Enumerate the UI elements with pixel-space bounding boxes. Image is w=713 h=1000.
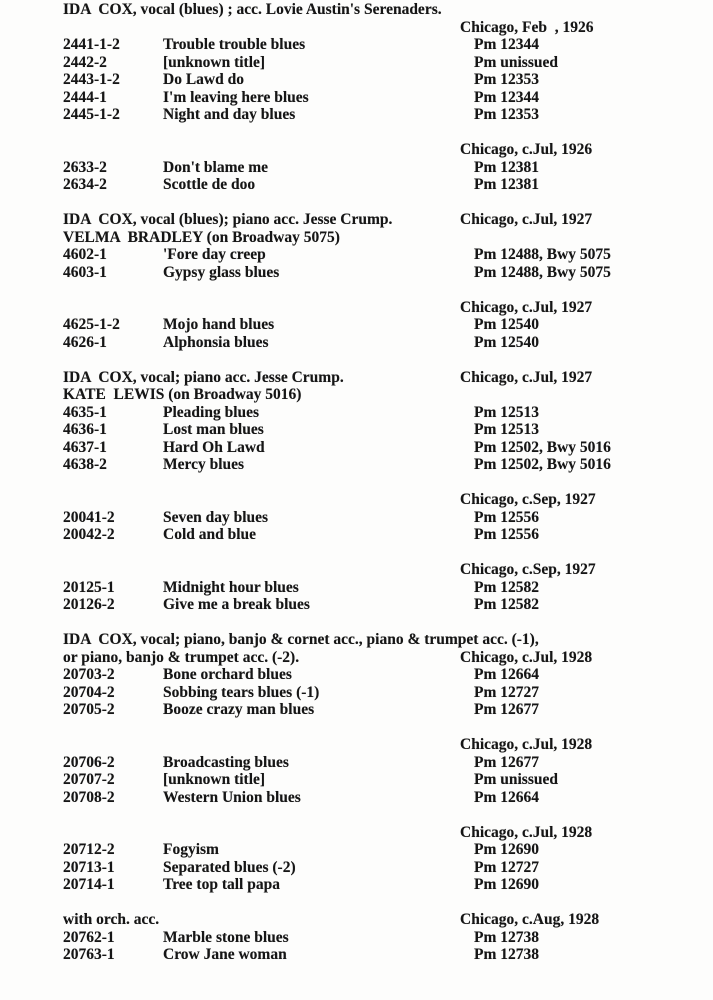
issue-number: Pm 12344 — [474, 36, 540, 53]
session-block — [63, 299, 713, 352]
table-row — [63, 71, 713, 89]
song-title: Fogyism — [163, 841, 219, 858]
session-header-line — [63, 369, 713, 387]
table-row — [63, 54, 713, 72]
issue-number: Pm 12381 — [474, 176, 540, 193]
issue-number: Pm 12664 — [474, 788, 540, 806]
table-row — [63, 264, 713, 282]
issue-number: Pm 12664 — [474, 666, 540, 683]
song-title: Mercy blues — [163, 456, 245, 473]
song-title: Alphonsia blues — [163, 333, 269, 351]
artist-credit: IDA COX, vocal (blues); piano acc. Jesse Crump. — [63, 211, 393, 228]
matrix-number: 20042-2 — [63, 526, 115, 543]
issue-number: Pm 12540 — [474, 316, 540, 333]
table-row — [63, 684, 713, 702]
song-title: 'Fore day creep — [163, 246, 266, 263]
table-row — [63, 404, 713, 422]
issue-number: Pm 12381 — [474, 158, 540, 176]
artist-credit: IDA COX, vocal (blues) ; acc. Lovie Austin's Serenaders. — [63, 1, 442, 18]
session-location-date: Chicago, c.Aug, 1928 — [460, 911, 600, 928]
matrix-number: 20714-1 — [63, 876, 115, 893]
spacer — [63, 561, 460, 579]
song-title: Gypsy glass blues — [163, 263, 280, 281]
matrix-number: 20706-2 — [63, 753, 115, 771]
matrix-number: 20763-1 — [63, 946, 115, 963]
table-row — [63, 859, 713, 877]
issue-number: Pm 12582 — [474, 578, 540, 596]
session-block — [63, 631, 713, 719]
issue-number: Pm 12582 — [474, 596, 540, 613]
table-row — [63, 456, 713, 474]
session-location-date: Chicago, c.Jul, 1928 — [460, 648, 593, 666]
matrix-number: 20712-2 — [63, 841, 115, 858]
song-title: Give me a break blues — [163, 596, 310, 613]
session-header-line — [63, 649, 713, 667]
matrix-number: 4626-1 — [63, 333, 107, 351]
accompaniment-credit: with orch. acc. — [63, 911, 160, 928]
song-title: Western Union blues — [163, 788, 301, 806]
issue-number: Pm 12513 — [474, 421, 540, 438]
song-title: Separated blues (-2) — [163, 858, 296, 876]
matrix-number: 4637-1 — [63, 438, 107, 456]
spacer — [63, 824, 460, 842]
song-title: Mojo hand blues — [163, 316, 275, 333]
session-date-line — [63, 141, 713, 159]
song-title: Cold and blue — [163, 526, 257, 543]
session-location-date: Chicago, c.Jul, 1928 — [460, 823, 593, 841]
session-block — [63, 491, 713, 544]
artist-credit: IDA COX, vocal; piano acc. Jesse Crump. — [63, 368, 344, 386]
song-title: Tree top tall papa — [163, 876, 280, 893]
session-header-line — [63, 911, 713, 929]
issue-number: Pm unissued — [474, 771, 558, 788]
spacer — [63, 299, 460, 317]
session-block — [63, 824, 713, 894]
session-block — [63, 369, 713, 474]
matrix-number: 20125-1 — [63, 578, 115, 596]
issue-number: Pm 12690 — [474, 841, 540, 858]
spacer — [63, 19, 460, 37]
song-title: Do Lawd do — [163, 71, 244, 88]
table-row — [63, 771, 713, 789]
matrix-number: 20762-1 — [63, 928, 115, 946]
matrix-number: 2634-2 — [63, 176, 107, 193]
matrix-number: 20703-2 — [63, 666, 115, 683]
session-location-date: Chicago, c.Jul, 1926 — [460, 141, 593, 158]
matrix-number: 2444-1 — [63, 88, 107, 106]
table-row — [63, 106, 713, 124]
song-title: Midnight hour blues — [163, 578, 299, 596]
table-row — [63, 176, 713, 194]
issue-number: Pm 12353 — [474, 71, 540, 88]
session-date-line — [63, 561, 713, 579]
issue-number: Pm 12502, Bwy 5016 — [474, 438, 611, 456]
pseudonym-credit-line — [63, 386, 713, 404]
matrix-number: 2441-1-2 — [63, 36, 120, 53]
song-title: Sobbing tears blues (-1) — [163, 683, 320, 701]
session-location-date: Chicago, c.Jul, 1927 — [460, 211, 593, 228]
song-title: Marble stone blues — [163, 928, 289, 946]
session-location-date: Chicago, c.Jul, 1928 — [460, 736, 593, 753]
table-row — [63, 246, 713, 264]
session-location-date: Chicago, c.Sep, 1927 — [460, 561, 596, 578]
song-title: Trouble trouble blues — [163, 36, 306, 53]
issue-number: Pm unissued — [474, 53, 558, 71]
matrix-number: 2443-1-2 — [63, 71, 120, 88]
song-title: Broadcasting blues — [163, 753, 289, 771]
matrix-number: 20126-2 — [63, 596, 115, 613]
session-date-line — [63, 824, 713, 842]
matrix-number: 20707-2 — [63, 771, 115, 788]
table-row — [63, 579, 713, 597]
table-row — [63, 929, 713, 947]
session-date-line — [63, 491, 713, 509]
issue-number: Pm 12727 — [474, 858, 540, 876]
matrix-number: 4636-1 — [63, 421, 107, 438]
session-block — [63, 141, 713, 194]
spacer — [63, 141, 460, 159]
matrix-number: 4625-1-2 — [63, 316, 120, 333]
song-title: [unknown title] — [163, 53, 266, 71]
matrix-number: 2445-1-2 — [63, 106, 120, 123]
song-title: Night and day blues — [163, 106, 296, 123]
pseudonym-credit-line — [63, 229, 713, 247]
session-block — [63, 211, 713, 281]
session-block — [63, 736, 713, 806]
table-row — [63, 666, 713, 684]
session-date-line — [63, 299, 713, 317]
session-header-line — [63, 211, 713, 229]
song-title: Hard Oh Lawd — [163, 438, 265, 456]
session-block — [63, 561, 713, 614]
song-title: Don't blame me — [163, 158, 269, 176]
matrix-number: 20713-1 — [63, 858, 115, 876]
issue-number: Pm 12353 — [474, 106, 540, 123]
table-row — [63, 841, 713, 859]
session-block — [63, 911, 713, 964]
issue-number: Pm 12677 — [474, 701, 540, 718]
spacer — [63, 736, 460, 754]
matrix-number: 20041-2 — [63, 508, 115, 526]
song-title: Scottle de doo — [163, 176, 256, 193]
issue-number: Pm 12738 — [474, 928, 540, 946]
song-title: Seven day blues — [163, 508, 269, 526]
matrix-number: 4638-2 — [63, 456, 107, 473]
table-row — [63, 754, 713, 772]
table-row — [63, 439, 713, 457]
table-row — [63, 789, 713, 807]
table-row — [63, 509, 713, 527]
session-location-date: Chicago, c.Jul, 1927 — [460, 298, 593, 316]
artist-credit-continued: or piano, banjo & trumpet acc. (-2). — [63, 648, 300, 666]
issue-number: Pm 12488, Bwy 5075 — [474, 246, 611, 263]
song-title: [unknown title] — [163, 771, 266, 788]
pseudonym-credit: VELMA BRADLEY (on Broadway 5075) — [63, 228, 340, 246]
table-row — [63, 316, 713, 334]
table-row — [63, 89, 713, 107]
matrix-number: 2442-2 — [63, 53, 107, 71]
table-row — [63, 701, 713, 719]
table-row — [63, 876, 713, 894]
song-title: Bone orchard blues — [163, 666, 292, 683]
matrix-number: 20708-2 — [63, 788, 115, 806]
table-row — [63, 596, 713, 614]
matrix-number: 4602-1 — [63, 246, 107, 263]
table-row — [63, 36, 713, 54]
pseudonym-credit: KATE LEWIS (on Broadway 5016) — [63, 386, 302, 403]
session-date-line — [63, 19, 713, 37]
session-location-date: Chicago, c.Sep, 1927 — [460, 491, 596, 508]
table-row — [63, 421, 713, 439]
song-title: Lost man blues — [163, 421, 264, 438]
issue-number: Pm 12677 — [474, 753, 540, 771]
issue-number: Pm 12727 — [474, 683, 540, 701]
table-row — [63, 159, 713, 177]
session-location-date: Chicago, c.Jul, 1927 — [460, 368, 593, 386]
session-block — [63, 1, 713, 124]
issue-number: Pm 12502, Bwy 5016 — [474, 456, 611, 473]
song-title: I'm leaving here blues — [163, 88, 309, 106]
matrix-number: 4635-1 — [63, 403, 107, 421]
session-location-date: Chicago, Feb , 1926 — [460, 18, 594, 36]
session-date-line — [63, 736, 713, 754]
issue-number: Pm 12540 — [474, 333, 540, 351]
song-title: Crow Jane woman — [163, 946, 287, 963]
issue-number: Pm 12556 — [474, 508, 540, 526]
table-row — [63, 946, 713, 964]
artist-credit: IDA COX, vocal; piano, banjo & cornet acc., piano & trumpet acc. (-1), — [63, 631, 539, 648]
matrix-number: 4603-1 — [63, 263, 107, 281]
matrix-number: 2633-2 — [63, 158, 107, 176]
artist-credit-line — [63, 1, 713, 19]
issue-number: Pm 12556 — [474, 526, 540, 543]
table-row — [63, 526, 713, 544]
issue-number: Pm 12690 — [474, 876, 540, 893]
issue-number: Pm 12488, Bwy 5075 — [474, 263, 611, 281]
issue-number: Pm 12344 — [474, 88, 540, 106]
song-title: Booze crazy man blues — [163, 701, 315, 718]
issue-number: Pm 12513 — [474, 403, 540, 421]
table-row — [63, 334, 713, 352]
artist-credit-line — [63, 631, 713, 649]
issue-number: Pm 12738 — [474, 946, 540, 963]
matrix-number: 20705-2 — [63, 701, 115, 718]
song-title: Pleading blues — [163, 403, 260, 421]
matrix-number: 20704-2 — [63, 683, 115, 701]
spacer — [63, 491, 460, 509]
